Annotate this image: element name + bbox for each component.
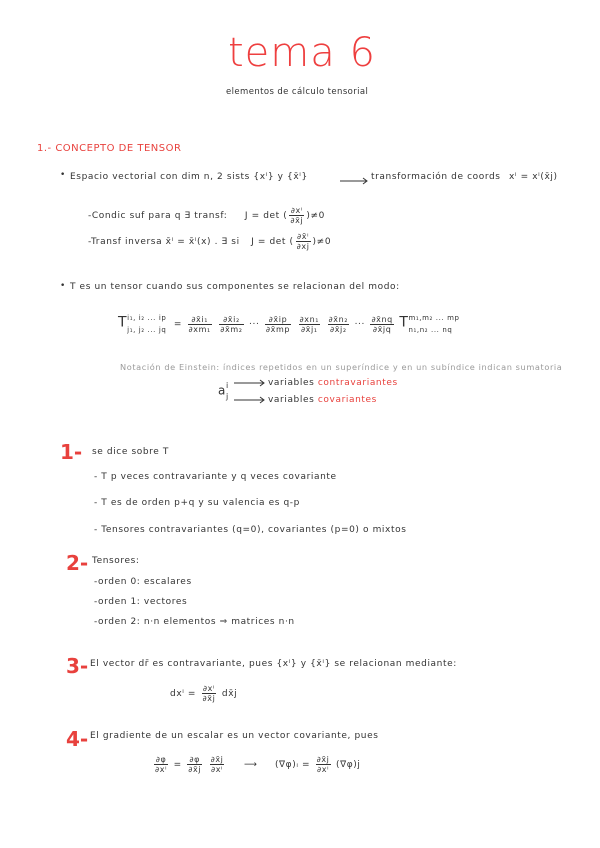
point2-text: Tensores: — [92, 556, 140, 566]
covariant-line: variables covariantes — [268, 395, 377, 405]
section-heading: 1.- CONCEPTO DE TENSOR — [37, 143, 182, 154]
point-number-1: 1- — [60, 440, 83, 464]
point3-text: El vector dr̄ es contravariante, pues {xⁱ} y {x̄ⁱ} se relacionan mediante: — [90, 659, 457, 669]
contravariant-line: variables contravariantes — [268, 378, 398, 388]
jacobian-fraction: $\frac{\text{∂xⁱ}}{\partial x̄j}$ — [290, 206, 304, 225]
point4-equation: $\frac{\partial\varphi}{\text{∂xⁱ}}$ = $\frac{\partial\varphi}{\partial x̄j}$ $\frac{\partial x̄j}{\text{∂xⁱ}}$ ⟶ (∇φ)ᵢ = $\frac{\partial x̄j}{\text{∂xⁱ}}$ (∇̄φ)j — [155, 755, 361, 774]
inverse-jacobian-fraction: $\frac{\text{∂x̄ⁱ}}{\partial xj}$ — [296, 232, 310, 251]
bullet-dot: • — [60, 170, 66, 180]
point1-item: - T es de orden p+q y su valencia es q-p — [94, 498, 300, 508]
transform-label: transformación de coords — [371, 172, 501, 182]
point3-equation: dxⁱ = $\frac{\text{∂xⁱ}}{\partial x̄j}$ dx̄j — [170, 684, 238, 703]
bullet-dot: • — [60, 281, 66, 291]
point1-text: se dice sobre T — [92, 447, 169, 457]
transform-arrow-icon — [340, 177, 370, 185]
point2-item: -orden 1: vectores — [94, 597, 188, 607]
inverse-transform: -Transf inversa x̄ⁱ = x̄ⁱ(x) . ∃ si J = det ( $\frac{\text{∂x̄ⁱ}}{\partial xj}$ )≠0 — [88, 232, 332, 251]
einstein-notation-note: Notación de Einstein: índices repetidos en un superíndice y en un subíndice indican sumatoria — [120, 362, 563, 372]
aij-symbol: a i j — [218, 381, 229, 401]
transform-result: xⁱ = xⁱ(x̄j) — [509, 172, 558, 182]
page-subtitle: elementos de cálculo tensorial — [226, 87, 369, 97]
point1-item: - T p veces contravariante y q veces covariante — [94, 472, 337, 482]
index-arrows-icon — [234, 378, 268, 406]
tensor-transformation-equation: T i₁, i₂ ... ip j₁, j₂ ... jq = $\frac{\text{∂x̄i₁}}{\text{∂xm₁}}$ $\frac{\text{∂x̄i₂}}{\text{∂x̄m₂}}$ ··· $\frac{\partial x̄ip}{\partial x̄mp}$ $\frac{\text{∂xn₁}}{\text{∂x̄j₁}}$ $\frac{\text{∂x̄n₂}}{\text{∂x̄j₂}}$ ··· $\frac{\partial x̄nq}{\partial x̄jq}$ T m₁,m₂ ... mp n₁,n₂ ... nq — [118, 314, 460, 334]
point4-text: El gradiente de un escalar es un vector covariante, pues — [90, 731, 379, 741]
point2-item: -orden 2: n·n elementos ⇒ matrices n·n — [94, 617, 295, 627]
tensor-definition-text: T es un tensor cuando sus componentes se relacionan del modo: — [70, 282, 400, 292]
page-title: tema 6 — [228, 30, 376, 76]
point1-item: - Tensores contravariantes (q=0), covariantes (p=0) o mixtos — [94, 525, 407, 535]
point-number-2: 2- — [66, 551, 89, 575]
vector-space-text: Espacio vectorial con dim n, 2 sists {xⁱ} y {x̄ⁱ} — [70, 172, 308, 182]
point-number-4: 4- — [66, 727, 89, 751]
point2-item: -orden 0: escalares — [94, 577, 192, 587]
sufficient-condition: -Condic suf para q ∃ transf: J = det ( $\frac{\text{∂xⁱ}}{\partial x̄j}$ )≠0 — [88, 206, 325, 225]
point-number-3: 3- — [66, 654, 89, 678]
